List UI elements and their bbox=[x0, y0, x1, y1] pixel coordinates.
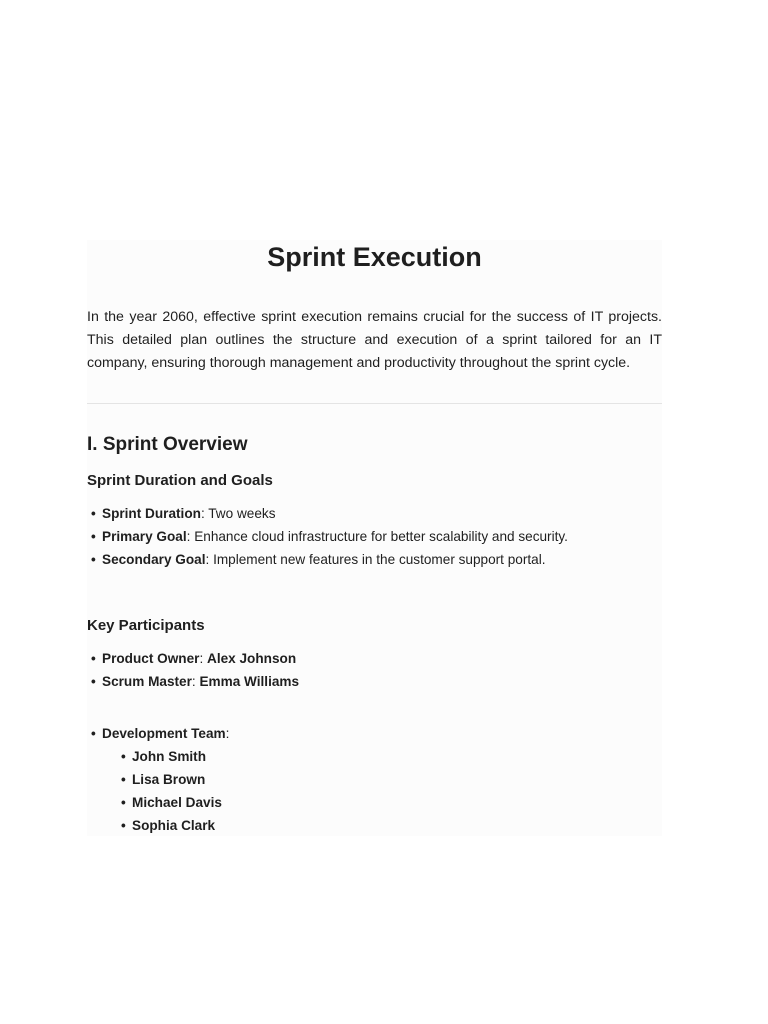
subheading-key-participants: Key Participants bbox=[87, 617, 205, 634]
list-item-development-team bbox=[87, 722, 662, 837]
team-member bbox=[117, 814, 662, 837]
team-member bbox=[117, 745, 662, 768]
item-separator: : bbox=[199, 651, 207, 666]
team-member-name: Lisa Brown bbox=[132, 772, 206, 787]
item-label: Scrum Master bbox=[102, 674, 192, 689]
item-label: Development Team bbox=[102, 726, 226, 741]
team-members-list bbox=[102, 745, 662, 837]
item-separator: : bbox=[186, 529, 195, 544]
list-item-scrum-master bbox=[87, 670, 662, 693]
item-label: Sprint Duration bbox=[102, 506, 201, 521]
section-heading-sprint-overview: I. Sprint Overview bbox=[87, 434, 248, 455]
bullet-marker: • bbox=[91, 552, 96, 567]
bullet-marker: • bbox=[91, 529, 96, 544]
team-member bbox=[117, 768, 662, 791]
document-page bbox=[87, 240, 662, 836]
item-separator: : bbox=[205, 552, 214, 567]
bullet-marker: • bbox=[121, 772, 126, 787]
item-value: Enhance cloud infrastructure for better scalability and security. bbox=[194, 529, 568, 544]
development-team-list bbox=[87, 722, 662, 837]
list-item-sprint-duration bbox=[87, 502, 662, 525]
list-item-secondary-goal bbox=[87, 548, 662, 571]
document-title: Sprint Execution bbox=[267, 242, 482, 272]
item-value: Implement new features in the customer support portal. bbox=[213, 552, 546, 567]
item-value: Emma Williams bbox=[199, 674, 300, 689]
bullet-marker: • bbox=[91, 674, 96, 689]
bullet-marker: • bbox=[121, 749, 126, 764]
team-member-name: Michael Davis bbox=[132, 795, 222, 810]
section-divider bbox=[87, 403, 662, 404]
item-label: Primary Goal bbox=[102, 529, 187, 544]
item-value: Alex Johnson bbox=[207, 651, 297, 666]
item-value: Two weeks bbox=[208, 506, 276, 521]
subheading-duration-goals: Sprint Duration and Goals bbox=[87, 472, 273, 489]
list-item-primary-goal bbox=[87, 525, 662, 548]
bullet-marker: • bbox=[121, 818, 126, 833]
team-member-name: John Smith bbox=[132, 749, 207, 764]
bullet-marker: • bbox=[91, 651, 96, 666]
item-separator: : bbox=[200, 506, 209, 521]
team-member bbox=[117, 791, 662, 814]
item-separator: : bbox=[191, 674, 200, 689]
list-item-product-owner bbox=[87, 647, 662, 670]
team-member-name: Sophia Clark bbox=[132, 818, 216, 833]
duration-goals-list bbox=[87, 502, 662, 571]
intro-paragraph: In the year 2060, effective sprint execution remains crucial for the success of IT projects. This detailed plan outlines the structure and execution of a sprint tailored for an IT company, ensuring thorough management and productivity throughout the sprint cycle. bbox=[87, 309, 662, 371]
participants-list bbox=[87, 647, 662, 693]
item-label: Secondary Goal bbox=[102, 552, 206, 567]
bullet-marker: • bbox=[121, 795, 126, 810]
item-separator: : bbox=[225, 726, 230, 741]
item-label: Product Owner bbox=[102, 651, 200, 666]
bullet-marker: • bbox=[91, 506, 96, 521]
bullet-marker: • bbox=[91, 726, 96, 741]
